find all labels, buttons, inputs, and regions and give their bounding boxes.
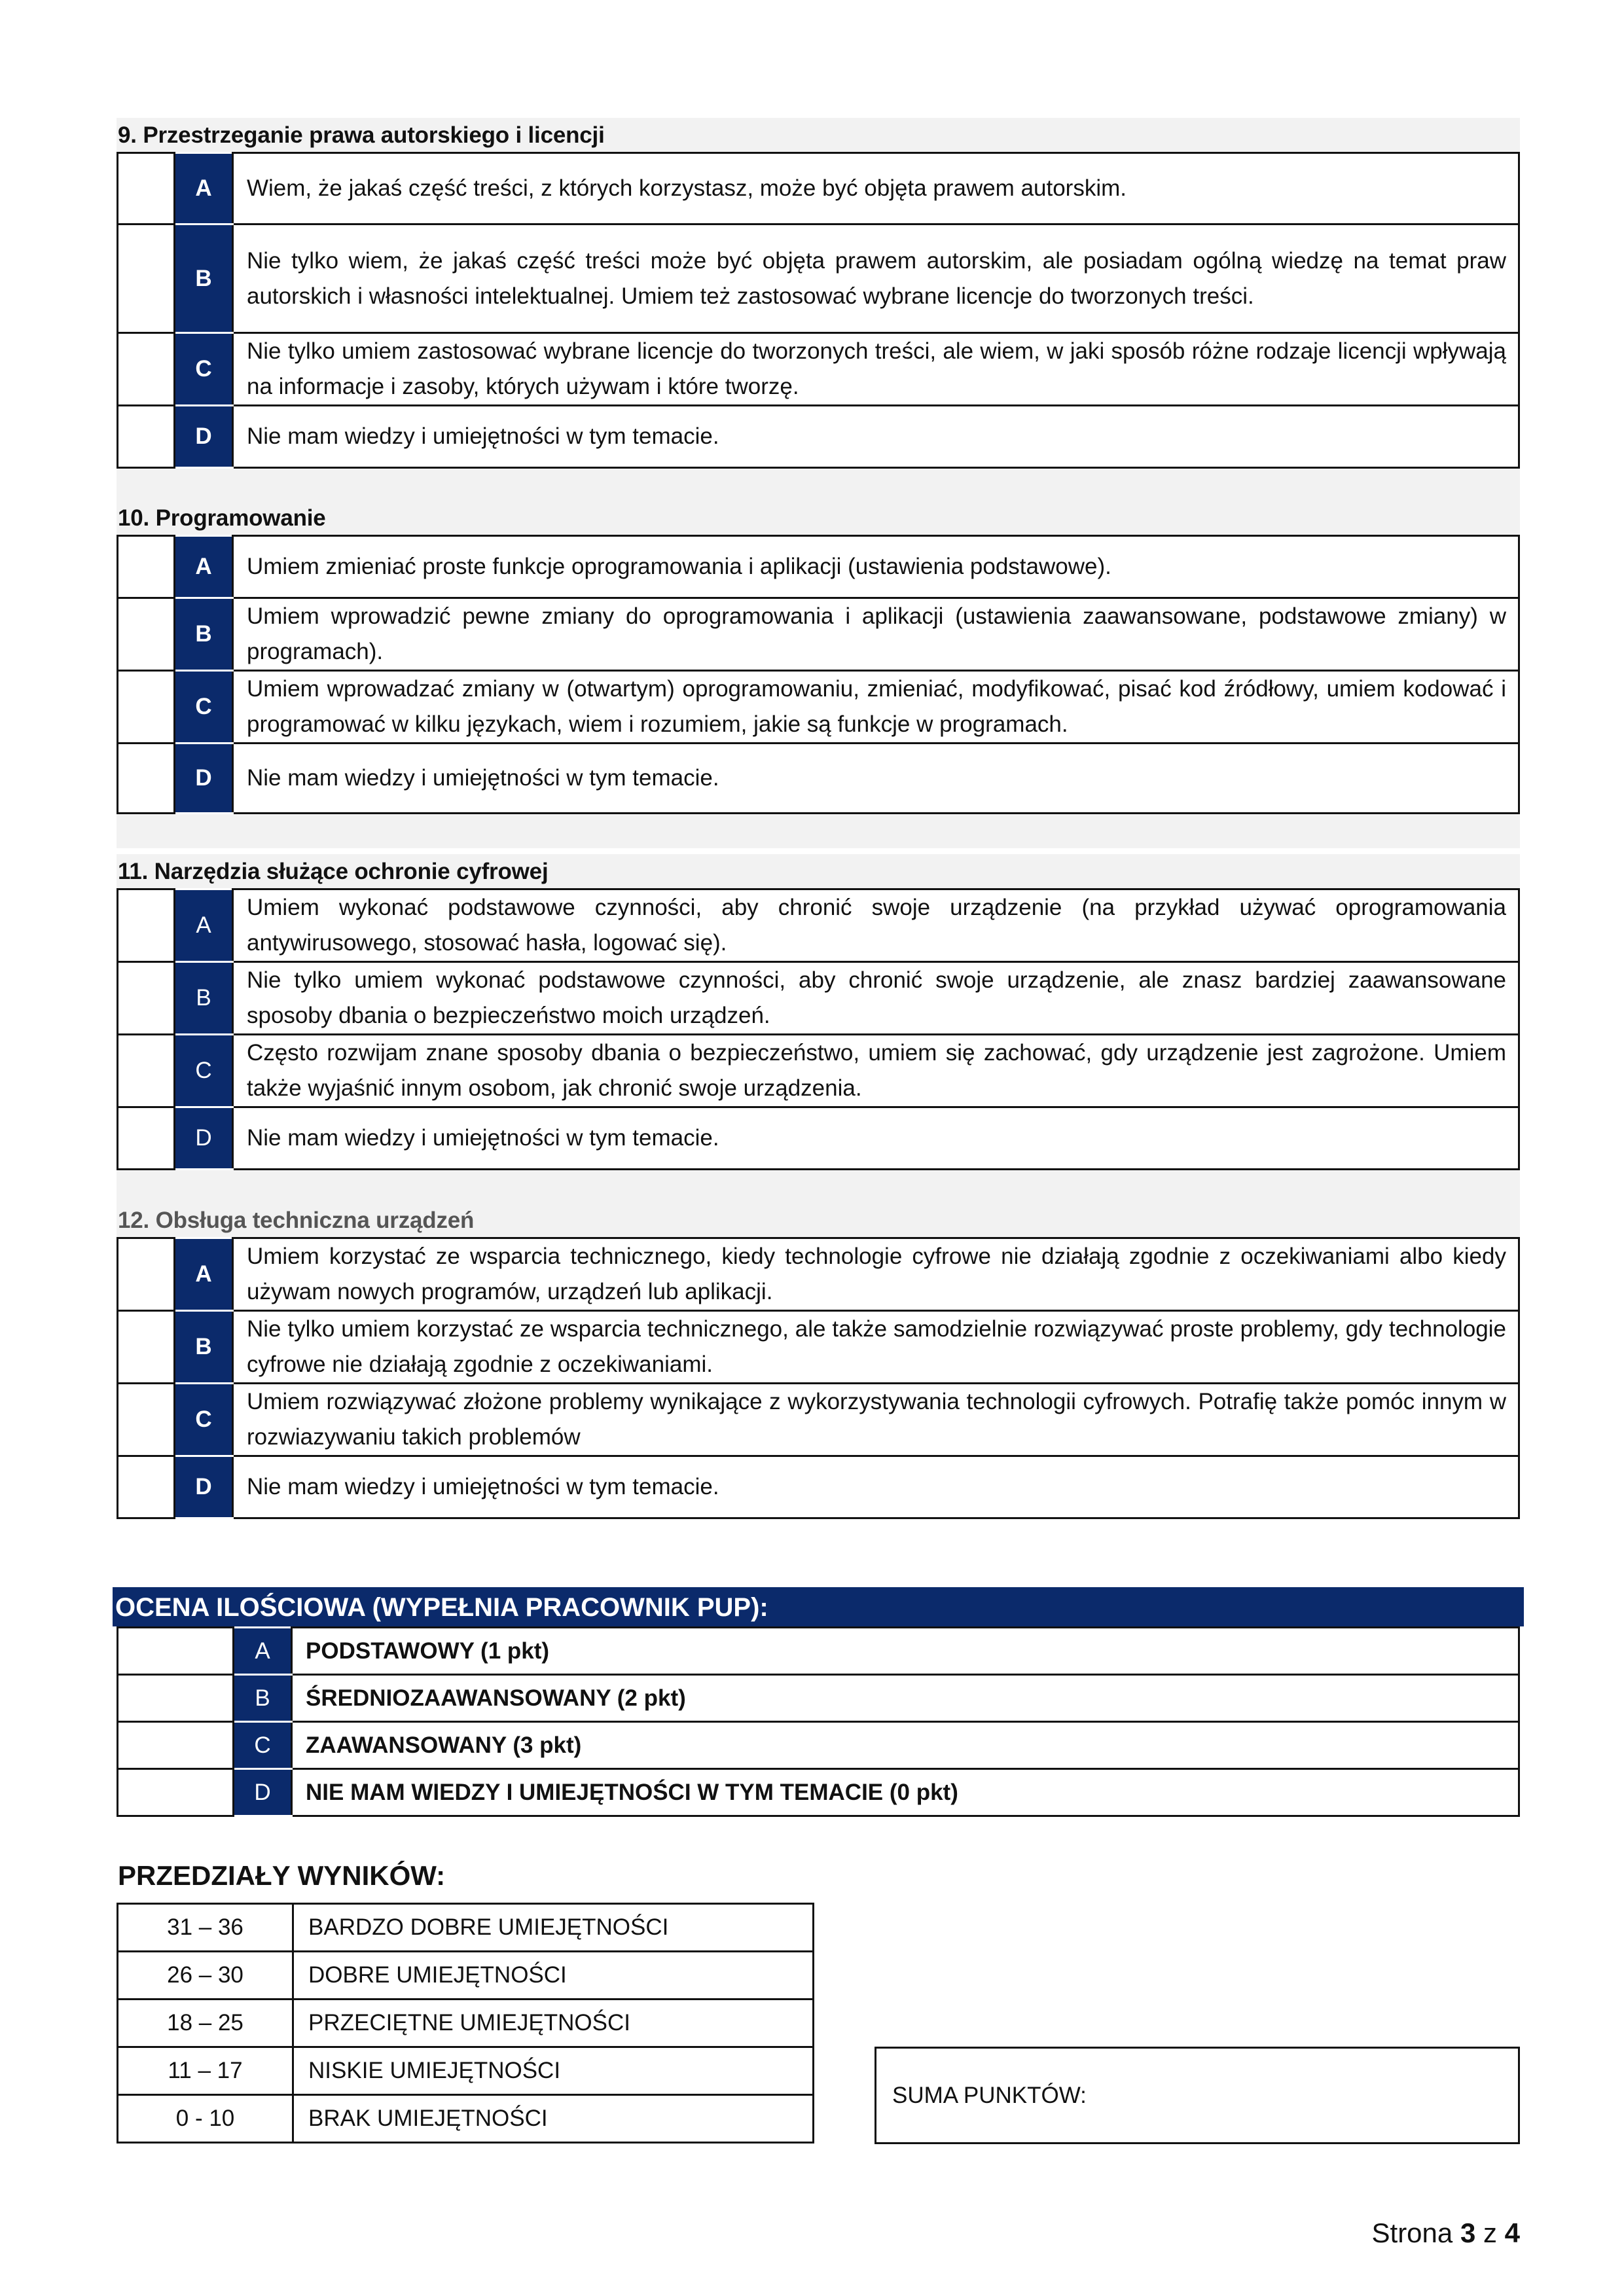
option-letter: B xyxy=(175,1311,233,1384)
option-text: Umiem rozwiązywać złożone problemy wynikające z wykorzystywania technologii cyfrowych. Potrafię także pomóc innym w rozwiazywaniu takich problemów xyxy=(233,1384,1519,1456)
score-label: ZAAWANSOWANY (3 pkt) xyxy=(292,1722,1519,1769)
score-field-d[interactable] xyxy=(118,1769,234,1816)
score-field-b[interactable] xyxy=(118,1675,234,1722)
range-row xyxy=(118,2047,814,2095)
range-row xyxy=(118,2000,814,2047)
answer-checkbox-b[interactable] xyxy=(118,598,175,671)
ocena-table xyxy=(117,1626,1520,1817)
option-letter: B xyxy=(175,598,233,671)
range-row xyxy=(118,1952,814,2000)
spacer-band xyxy=(117,1170,1520,1204)
option-text: Nie mam wiedzy i umiejętności w tym temacie. xyxy=(233,1107,1519,1170)
page-number xyxy=(1372,2217,1520,2249)
answer-checkbox-b[interactable] xyxy=(118,1311,175,1384)
range-value: 11 – 17 xyxy=(118,2047,293,2095)
section-9 xyxy=(117,118,1520,503)
answer-checkbox-a[interactable] xyxy=(118,536,175,598)
page-sep: z xyxy=(1483,2217,1497,2248)
question-table xyxy=(117,152,1520,469)
option-text: Umiem wprowadzić pewne zmiany do oprogramowania i aplikacji (ustawienia zaawansowane, podstawowe zmiany) w programach). xyxy=(233,598,1519,671)
option-text: Nie tylko umiem korzystać ze wsparcia technicznego, ale także samodzielnie rozwiązywać proste problemy, gdy technologie cyfrowe nie działają zgodnie z oczekiwaniami. xyxy=(233,1311,1519,1384)
option-text: Nie mam wiedzy i umiejętności w tym temacie. xyxy=(233,406,1519,468)
range-value: 0 - 10 xyxy=(118,2095,293,2143)
option-text: Nie tylko umiem zastosować wybrane licencje do tworzonych treści, ale wiem, w jaki sposób różne rodzaje licencji wpływają na informacje i zasoby, których używam i które tworzę. xyxy=(233,333,1519,406)
score-label: NIE MAM WIEDZY I UMIEJĘTNOŚCI W TYM TEMACIE (0 pkt) xyxy=(292,1769,1519,1816)
answer-checkbox-d[interactable] xyxy=(118,406,175,468)
answer-checkbox-d[interactable] xyxy=(118,744,175,814)
section-title: 11. Narzędzia służące ochronie cyfrowej xyxy=(117,854,1520,888)
question-table xyxy=(117,535,1520,814)
option-text: Umiem zmieniać proste funkcje oprogramowania i aplikacji (ustawienia podstawowe). xyxy=(233,536,1519,598)
section-title: 12. Obsługa techniczna urządzeń xyxy=(117,1203,1520,1237)
page-current: 3 xyxy=(1460,2217,1476,2248)
range-value: 18 – 25 xyxy=(118,2000,293,2047)
range-label: DOBRE UMIEJĘTNOŚCI xyxy=(293,1952,814,2000)
ranges-table xyxy=(117,1903,814,2144)
range-label: BARDZO DOBRE UMIEJĘTNOŚCI xyxy=(293,1904,814,1952)
answer-checkbox-a[interactable] xyxy=(118,1238,175,1311)
score-field-c[interactable] xyxy=(118,1722,234,1769)
answer-checkbox-b[interactable] xyxy=(118,224,175,333)
range-value: 26 – 30 xyxy=(118,1952,293,2000)
option-letter: A xyxy=(175,153,233,224)
option-letter: C xyxy=(175,333,233,406)
question-table xyxy=(117,1237,1520,1519)
answer-checkbox-b[interactable] xyxy=(118,962,175,1035)
score-label: PODSTAWOWY (1 pkt) xyxy=(292,1628,1519,1675)
option-letter: D xyxy=(175,1456,233,1518)
option-letter: C xyxy=(175,1035,233,1107)
range-label: BRAK UMIEJĘTNOŚCI xyxy=(293,2095,814,2143)
option-text: Umiem wprowadzać zmiany w (otwartym) oprogramowaniu, zmieniać, modyfikować, pisać kod źródłowy, umiem kodować i programować w kilku językach, wiem i rozumiem, jakie są funkcje w programach. xyxy=(233,671,1519,744)
sum-points-field[interactable] xyxy=(875,2047,1520,2144)
question-table xyxy=(117,888,1520,1170)
range-row xyxy=(118,1904,814,1952)
answer-checkbox-a[interactable] xyxy=(118,889,175,962)
page-prefix: Strona xyxy=(1371,2217,1453,2248)
score-letter: D xyxy=(234,1769,292,1816)
score-label: ŚREDNIOZAAWANSOWANY (2 pkt) xyxy=(292,1675,1519,1722)
range-label: NISKIE UMIEJĘTNOŚCI xyxy=(293,2047,814,2095)
section-10 xyxy=(117,501,1520,848)
section-11 xyxy=(117,854,1520,1204)
option-letter: D xyxy=(175,744,233,814)
range-label: PRZECIĘTNE UMIEJĘTNOŚCI xyxy=(293,2000,814,2047)
option-letter: D xyxy=(175,406,233,468)
option-text: Nie tylko umiem wykonać podstawowe czynności, aby chronić swoje urządzenie, ale znasz bardziej zaawansowane sposoby dbania o bezpieczeństwo moich urządzeń. xyxy=(233,962,1519,1035)
sum-points-label: SUMA PUNKTÓW: xyxy=(892,2083,1087,2108)
answer-checkbox-c[interactable] xyxy=(118,1384,175,1456)
option-text: Często rozwijam znane sposoby dbania o bezpieczeństwo, umiem się zachować, gdy urządzenie jest zagrożone. Umiem także wyjaśnić innym osobom, jak chronić swoje urządzenia. xyxy=(233,1035,1519,1107)
option-text: Nie tylko wiem, że jakaś część treści może być objęta prawem autorskim, ale posiadam ogólną wiedzę na temat praw autorskich i własności intelektualnej. Umiem też zastosować wybrane licencje do tworzonych treści. xyxy=(233,224,1519,333)
option-letter: C xyxy=(175,671,233,744)
ocena-header: OCENA ILOŚCIOWA (WYPEŁNIA PRACOWNIK PUP): xyxy=(113,1587,1524,1626)
section-title: 9. Przestrzeganie prawa autorskiego i licencji xyxy=(117,118,1520,152)
ranges-title: PRZEDZIAŁY WYNIKÓW: xyxy=(118,1860,446,1891)
option-letter: A xyxy=(175,1238,233,1311)
answer-checkbox-c[interactable] xyxy=(118,671,175,744)
option-text xyxy=(233,153,1519,224)
option-text: Nie mam wiedzy i umiejętności w tym temacie. xyxy=(233,1456,1519,1518)
option-text: Nie mam wiedzy i umiejętności w tym temacie. xyxy=(233,744,1519,814)
score-field-a[interactable] xyxy=(118,1628,234,1675)
range-row xyxy=(118,2095,814,2143)
score-letter: C xyxy=(234,1722,292,1769)
option-letter: D xyxy=(175,1107,233,1170)
score-letter: A xyxy=(234,1628,292,1675)
option-text: Umiem wykonać podstawowe czynności, aby chronić swoje urządzenie (na przykład używać oprogramowania antywirusowego, stosować hasła, logować się). xyxy=(233,889,1519,962)
option-text-content: Wiem, że jakaś część treści, z których korzystasz, może być objęta prawem autorskim. xyxy=(247,175,1127,201)
option-text: Umiem korzystać ze wsparcia technicznego, kiedy technologie cyfrowe nie działają zgodnie z oczekiwaniami albo kiedy używam nowych programów, urządzeń lub aplikacji. xyxy=(233,1238,1519,1311)
option-letter: A xyxy=(175,536,233,598)
spacer-band xyxy=(117,814,1520,848)
answer-checkbox-d[interactable] xyxy=(118,1456,175,1518)
spacer-band xyxy=(117,469,1520,503)
answer-checkbox-c[interactable] xyxy=(118,333,175,406)
section-title: 10. Programowanie xyxy=(117,501,1520,535)
score-letter: B xyxy=(234,1675,292,1722)
option-letter: B xyxy=(175,962,233,1035)
answer-checkbox-d[interactable] xyxy=(118,1107,175,1170)
section-12 xyxy=(117,1203,1520,1519)
answer-checkbox-c[interactable] xyxy=(118,1035,175,1107)
range-value: 31 – 36 xyxy=(118,1904,293,1952)
option-letter: A xyxy=(175,889,233,962)
option-letter: B xyxy=(175,224,233,333)
answer-checkbox-a[interactable] xyxy=(118,153,175,224)
option-letter: C xyxy=(175,1384,233,1456)
page-total: 4 xyxy=(1504,2217,1520,2248)
